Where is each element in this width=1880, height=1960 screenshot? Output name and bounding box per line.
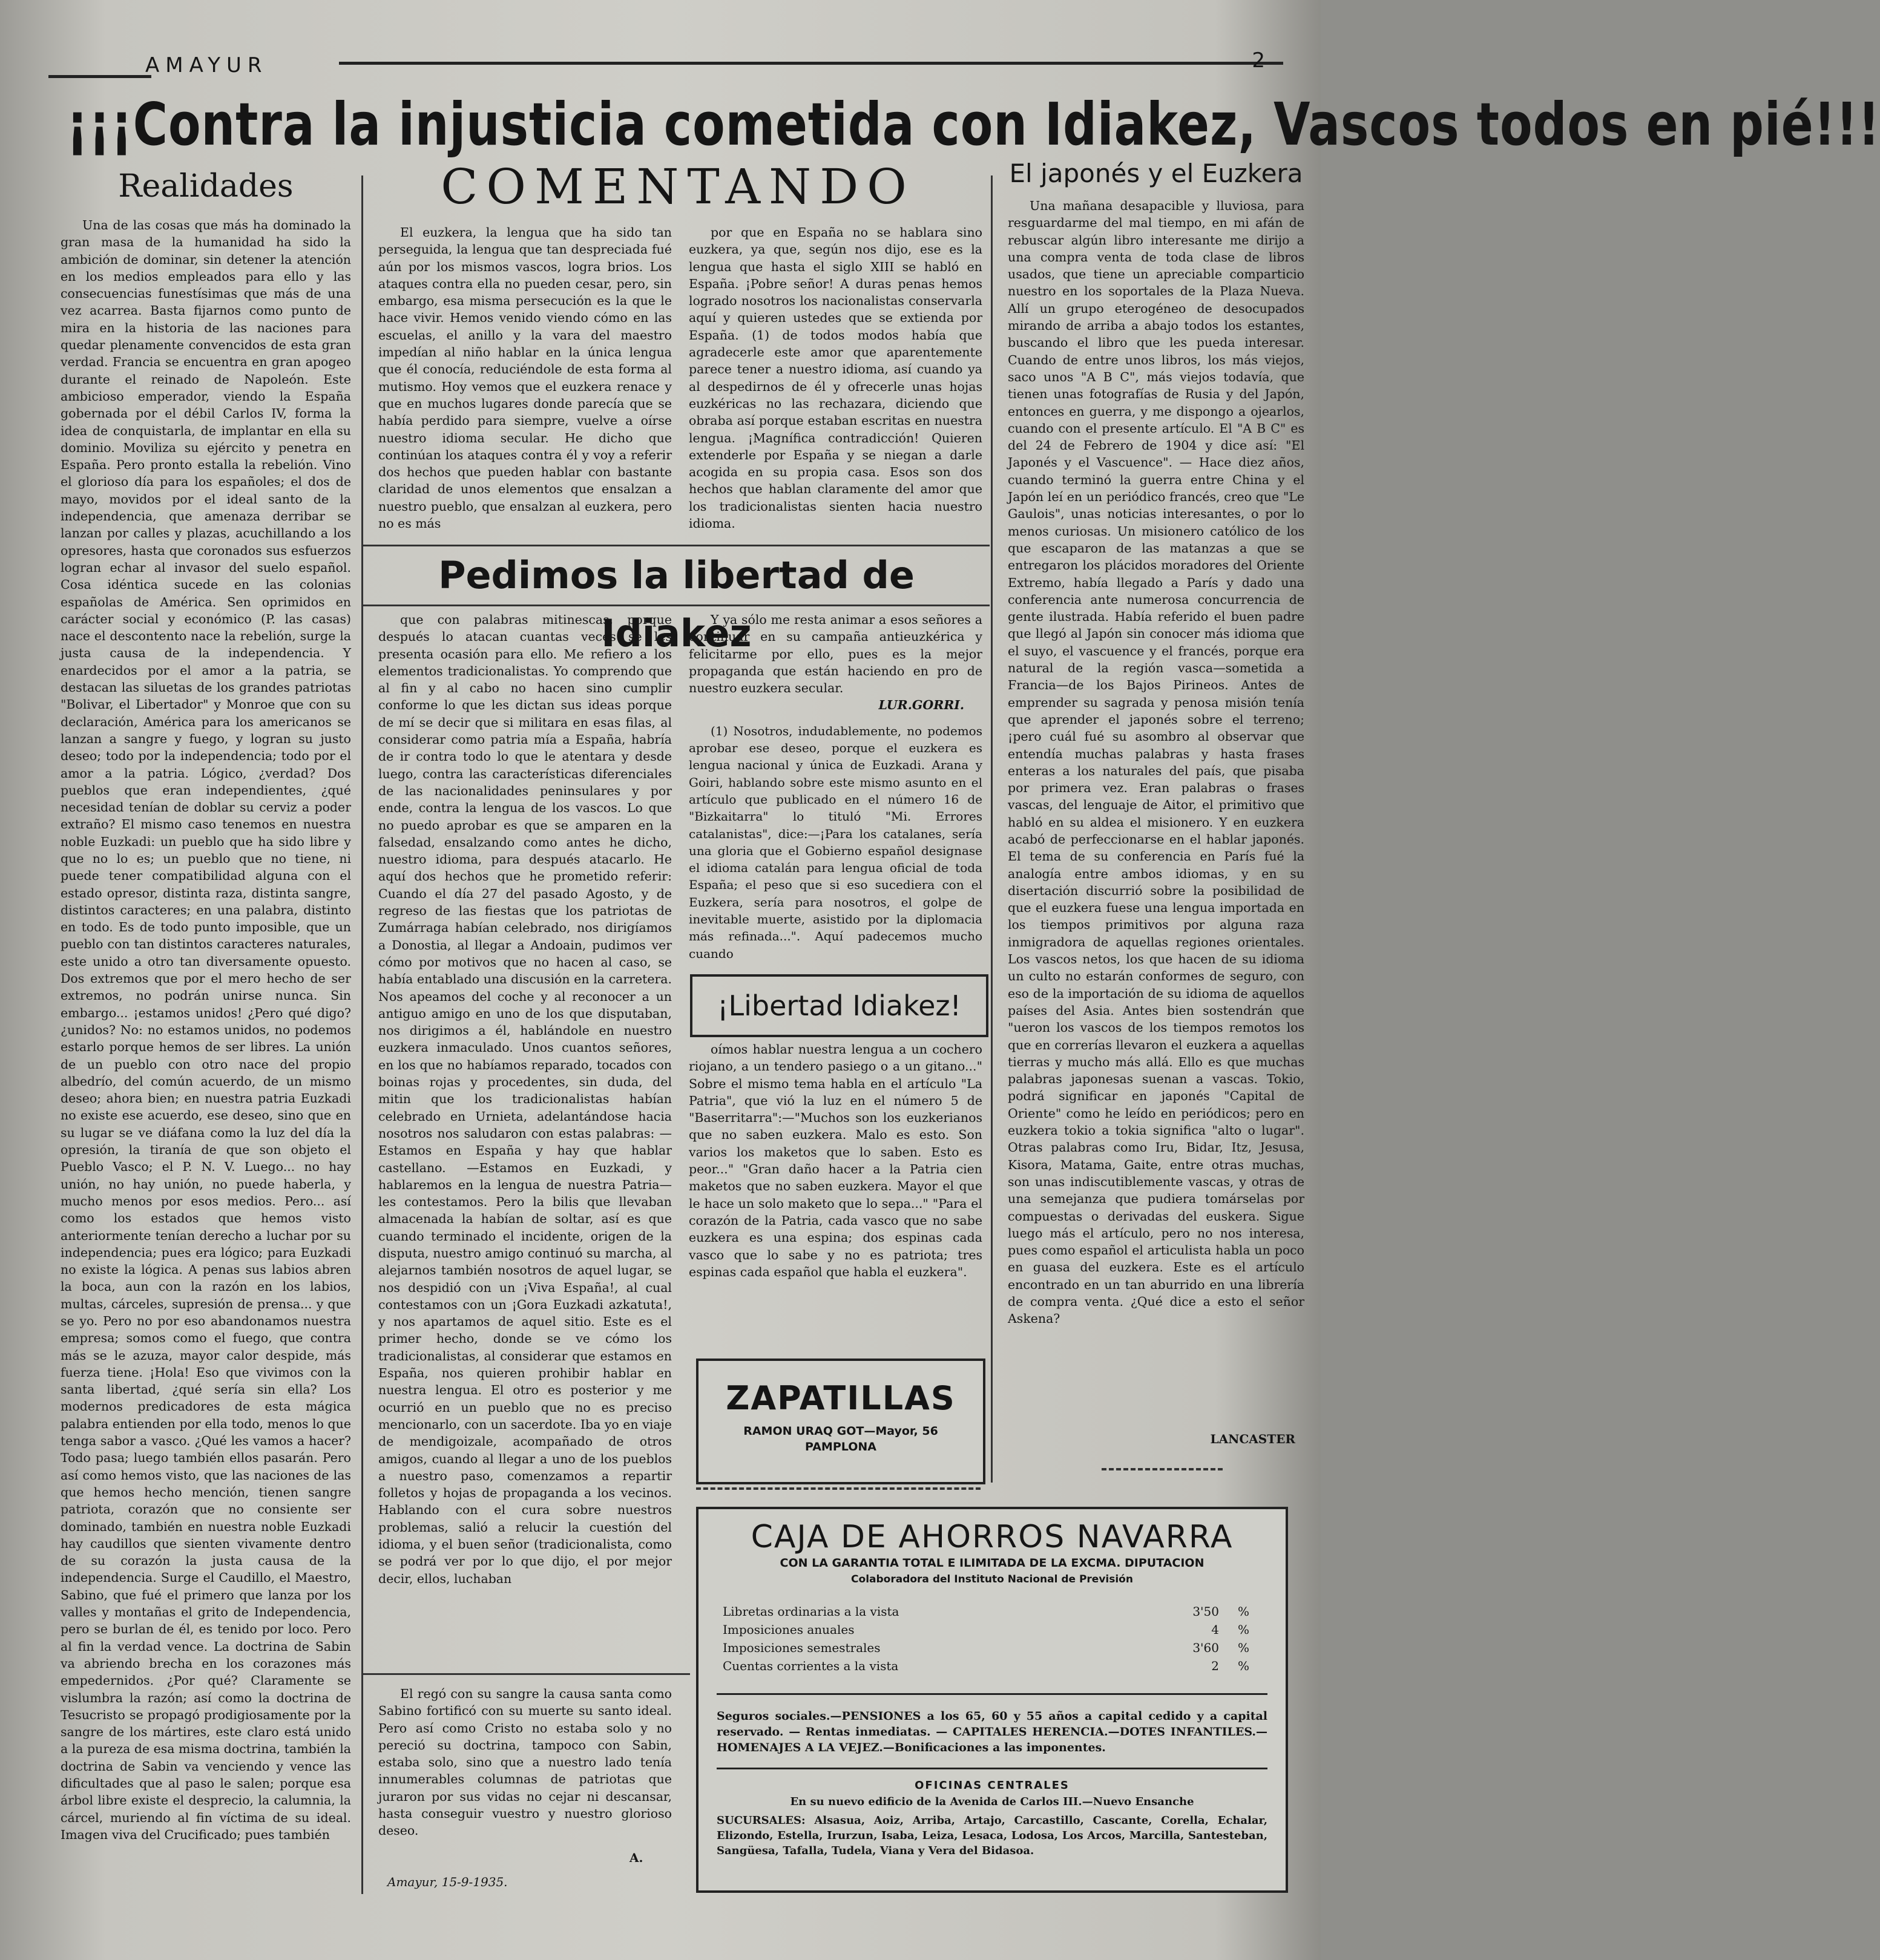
japones-title: El japonés y el Euzkera [1009,159,1303,188]
zapatillas-city: PAMPLONA [805,1440,876,1454]
rate-row [723,1621,1249,1639]
column-rule [991,175,993,1483]
sabino-signature: A. [629,1850,643,1865]
pedimos-text-1: que con palabras mitinescas, porque después lo atacan cuantas veces se les presenta ocasión para ello. Me refiero a los elementos tradicionalistas. Yo comprendo que al fin y al cabo no hacen sino cumplir conforme lo que les dictan sus ideas porque de mí se decir que si militara en esas filas, al considerar como patria mía a España, habría de ir contra todo lo que le atentara y desde luego, contra las características diferenciales de las nacionalidades peninsulares y por ende, contra la lengua de los vascos. Lo que no puedo aprobar es que se amparen en la falsedad, ensalzando como antes he dicho, nuestro idioma, para después atacarlo. He aquí dos hechos que he prometido referir: Cuando el día 27 del pasado Agosto, y de regreso de las fiestas que los patriotas de Zumárraga habían celebrado, nos dirigíamos a Donostia, al llegar a Andoain, pudimos ver cómo por motivos que no hacen al caso, se había entablado una discusión en la carretera. Nos apeamos del coche y al reconocer a un antiguo amigo en uno de los que disputaban, nos dirigimos a él, hablándole en nuestro euzkera inmaculado. Unos cuantos señores, en los que no habíamos reparado, tocados con boinas rojas y procedentes, sin duda, del mitin que los tradicionalistas habían celebrado en Urnieta, adelantándose hacia nosotros nos saludaron con estas palabras: —Estamos en España y hay que hablar castellano. —Estamos en Euzkadi, y hablaremos en la lengua de nuestra Patria—les contestamos. Pero la bilis que llevaban almacenada la habían de soltar, así es que cuando terminado el incidente, origen de la disputa, nuestro amigo continuó su marcha, al alejarnos también nosotros de aquel lugar, se nos despidió con un ¡Viva España!, al cual contestamos con un ¡Gora Euzkadi azkatuta!, y nos apartamos de aquel sitio. Este es el primer hecho, donde se ve cómo los tradicionalistas, al considerar que estamos en España, nos quieren prohibir hablar en nuestra lengua. El otro es posterior y me ocurrió en un pueblo que no es preciso mencionarlo, con un sacerdote. Iba yo en viaje de mendigoizale, acompañado de otros amigos, cuando al llegar a uno de los pueblos a nuestro paso, comenzamos a repartir folletos y hojas de propaganda a los vecinos. Hablando con el cura sobre nuestros problemas, salió a relucir la cuestión del idioma, y el buen señor (tradicionalista, como se podrá ver por lo que dijo, el por mejor decir, ellos, luchaban [378,612,672,1586]
ornament-divider [696,1487,981,1490]
rate-label: Libretas ordinarias a la vista [723,1604,899,1619]
rate-value: 3'50 [1192,1604,1219,1619]
rate-value: 2 [1211,1659,1219,1673]
japones-text: Una mañana desapacible y lluviosa, para resguardarme del mal tiempo, en mi afán de rebuscar algún libro interesante me dirijo a una compra venta de toda clase de libros usados, que tiene un apreciable comparticio nuestro en los soportales de la Plaza Nueva. Allí un grupo eterogéneo de desocupados mirando de arriba a abajo todos los estantes, buscando el libro que les pueda interesar. Cuando de entre unos libros, los más viejos, saco unos "A B C", más viejos todavía, que tienen unas fotografías de Rusia y del Japón, entonces en guerra, y me dispongo a ojearlos, cuando con el presente artículo. El "A B C" es del 24 de Febrero de 1904 y dice así: "El Japonés y el Vascuence". — Hace diez años, cuando terminó la guerra entre China y el Japón leí en un periódico francés, creo que "Le Gaulois", unas noticias interesantes, o por lo menos curiosas. Un misionero católico de los que escaparon de las matanzas a que se entregaron los plácidos moradores del Oriente Extremo, había llegado a París y dado una conferencia ante numerosa concurrencia de gente ilustrada. Había referido el buen padre que llegó al Japón sin conocer más idioma que el suyo, el vascuence y el francés, porque era natural de la región vasca—sometida a Francia—de los Bajos Pirineos. Antes de emprender su sagrada y penosa misión tenía que aprender el japonés sobre el terreno; ¡pero cuál fué su asombro al observar que entendía muchas palabras y hasta frases enteras a los naturales del país, que pisaba por primera vez. Eran palabras o frases vascas, del lenguaje de Aitor, el primitivo que habló en su aldea el misionero. Y en euzkera acabó de perfeccionarse en el hablar japonés. El tema de su conferencia en París fué la analogía entre ambos idiomas, y en su disertación discurrió sobre la posibilidad de que el euzkera fuese una lengua importada en los tiempos primitivos por alguna raza inmigradora de aquellas regiones orientales. Los vascos netos, los que hacen de su idioma un culto no estarán conformes de seguro, con eso de la importación de su idioma de aquellos países del Asia. Antes bien sostendrán que "ueron los vascos de los tiempos remotos los que en correrías llevaron el euzkera a aquellas tierras y mucho más allá. Ello es que muchas palabras japonesas suenan a vascas. Tokio, podrá significar en japonés "Capital de Oriente" como he leído en periódicos; pero en euzkera tokio a tokia significa "alto o lugar". Otras palabras como Iru, Bidar, Itz, Jesusa, Kisora, Matama, Gaite, entre otras muchas, son unas indiscutiblemente vascas, y otras de una semejanza que pudiera tomárselas por compuestas o derivadas del euskera. Sigue luego más el artículo, pero no nos interesa, pues como español el articulista habla un poco en guasa del euzkera. Este es el artículo encontrado en un tan aburrido en una librería de compra venta. ¿Qué dice a esto el señor Askena? [1008,198,1304,1326]
pedimos-col-2 [689,611,982,968]
rate-row [723,1657,1249,1675]
caja-offices-title: OFICINAS CENTRALES [915,1779,1070,1792]
pedimos-footnote: (1) Nosotros, indudablemente, no podemos aprobar ese deseo, porque el euzkera es lengua nacional y única de Euzkadi. Arana y Goiri, hablando sobre este mismo asunto en el artículo que publicado en el número 16 de "Bizkaitarra" lo tituló "Mi. Errores catalanistas", dice:—¡Para los catalanes, sería una gloria que el Gobierno español designase el idioma catalán para lengua oficial de toda España; el peso que si eso sucediera con el Euzkera, sería para nosotros, el golpe de inevitable muerte, asistido por la diplomacia más refinada...". Aquí padecemos mucho cuando [689,723,982,961]
rate-row [723,1602,1249,1621]
caja-offices-address: En su nuevo edificio de la Avenida de Carlos III.—Nuevo Ensanche [790,1795,1194,1808]
rate-unit: % [1237,1640,1249,1655]
zapatillas-address: RAMON URAQ GOT—Mayor, 56 [743,1424,938,1438]
realidades-article [61,217,351,1887]
caja-rates-table [723,1602,1249,1675]
caja-ahorros-ad [696,1507,1288,1893]
caja-subtitle-2: Colaboradora del Instituto Nacional de Previsión [851,1573,1133,1585]
rate-unit: % [1237,1604,1249,1619]
rate-value: 4 [1211,1622,1219,1637]
rate-unit: % [1237,1659,1249,1673]
comentando-text-2: por que en España no se hablara sino euzkera, ya que, según nos dijo, ese es la lengua que hasta el siglo XIII se habló en España. ¡Pobre señor! A duras penas hemos logrado nosotros los nacionalistas conservarla aquí y quieren ustedes que se extienda por España. (1) de todos modos había que agradecerle este amor que aparentemente parece tener a nuestro idioma, así cuando ya al despedirnos de él y ofrecerle unas hojas euzkéricas no las rechazara, diciendo que obraba así porque estaban escritas en nuestra lengua. ¡Magnífica contradicción! Quieren extenderle por España y se niegan a darle acogida en su propia casa. Esos son dos hechos que hablan claramente del amor que los tradicionalistas sienten hacia nuestro idioma. [689,225,982,531]
japones-article [1008,197,1304,1426]
pedimos-headline: Pedimos la libertad de Idiakez [363,545,990,606]
comentando-col-2 [689,224,982,539]
rate-value: 3'60 [1192,1640,1219,1655]
zapatillas-title: ZAPATILLAS [726,1379,956,1417]
pedimos-col-1 [378,611,672,1685]
caja-subtitle: CON LA GARANTIA TOTAL E ILIMITADA DE LA EXCMA. DIPUTACION [780,1556,1205,1570]
caja-rule [717,1768,1267,1769]
caja-title: CAJA DE AHORROS NAVARRA [751,1519,1234,1555]
caja-rule [717,1693,1267,1695]
dateline: Amayur, 15-9-1935. [387,1875,508,1889]
page-number: 2 [1252,48,1265,73]
realidades-text: Una de las cosas que más ha dominado la gran masa de la humanidad ha sido la ambición de dominar, sin detener la atención en los medios empleados para ello y las consecuencias funestísimas que más de una vez acarrea. Basta fijarnos como punto de mira en la historia de las naciones para quedar plenamente convencidos de esta gran verdad. Francia se encuentra en gran apogeo durante el reinado de Napoleón. Este ambicioso emperador, viendo la España gobernada por el débil Carlos IV, forma la idea de conquistarla, de implantar en ella su dominio. Moviliza su ejército y penetra en España. Pero pronto estalla la rebelión. Vino el glorioso día para los españoles; el dos de mayo, movidos por el ideal santo de la independencia, que amenaza derribar se lanzan por calles y plazas, acuchillando a los opresores, hasta que coronados sus esfuerzos logran echar al invasor del suelo español. Cosa idéntica sucede en las colonias españolas de América. Sen oprimidos en carácter social y económico (P. las casas) nace el descontento nace la rebelión, surge la justa causa de la independencia. Y enardecidos por el amor a la patria, se destacan las siluetas de los grandes patriotas "Bolivar, el Libertador" y Monroe que con su declaración, América para los americanos se lanzan a sangre y fuego, y logran su justo deseo; todo por la independencia; todo por el amor a la patria. Lógico, ¿verdad? Dos pueblos que eran independientes, ¿qué necesidad tenían de doblar su cerviz a poder extraño? El mismo caso tenemos en nuestra noble Euzkadi: un pueblo que ha sido libre y que no lo es; un pueblo que no tiene, ni puede tener compatibilidad alguna con el estado opresor, distinta raza, distinta sangre, distintos caracteres; en una palabra, distinto en todo. Es de todo punto imposible, que un pueblo con tan distintos caracteres naturales, este unido a otro tan diversamente opuesto. Dos extremos que por el mero hecho de ser extremos, no podrán unirse nunca. Sin embargo... ¡estamos unidos! ¿Pero qué digo? ¿unidos? No: no estamos unidos, no podemos estarlo porque hemos de ser libres. La unión de un pueblo con otro nace del propio albedrío, del común acuerdo, de un mismo deseo; ahora bien; en nuestra patria Euzkadi no existe ese acuerdo, ese deseo, sino que en su lugar se ve diáfana como la luz del día la opresión, la tiranía de que son objeto el Pueblo Vasco; el P. N. V. Luego... no hay unión, no hay unión, no puede haberla, y mucho menos por esos medios. Pero... así como los estados que hemos visto anteriormente tenían derecho a luchar por su independencia; pues era lógico; para Euzkadi no existe la lógica. A penas sus labios abren la boca, aun con la razón en los labios, multas, cárceles, supresión de prensa... y que se yo. Pero no por eso abandonamos nuestra empresa; somos como el fuego, que contra más se le azuza, mayor calor despide, más fuerza tiene. ¡Hola! Eso que vivimos con la santa libertad, ¿qué sería sin ella? Los modernos predicadores de esta mágica palabra entienden por ella todo, menos lo que tenga sabor a vasco. ¿Qué les vamos a hacer? Todo pasa; luego también ellos pasarán. Pero así como hemos visto, que las naciones de las que hemos hecho mención, tienen sangre patriota, corazón que no consiente ser dominado, también en nuestra noble Euzkadi hay caudillos que sienten vivamente dentro de su corazón la justa causa de la independencia. Surge el Caudillo, el Maestro, Sabino, que fué el primero que lanza por los valles y montañas el grito de Independencia, pero se burlan de él, es tenido por loco. Pero al fin la verdad vence. La doctrina de Sabin va abriendo brecha en los corazones más empedernidos. ¿Por qué? Claramente se vislumbra la razón; así como la doctrina de Tesucristo se propagó prodigiosamente por la sangre de los mártires, este claro está unido a la pureza de esa misma doctrina, también la doctrina de Sabin va venciendo y vence las dificultades que al paso le salen; porque esa árbol libre existe el desprecio, la calumnia, la cárcel, muriendo al fin víctima de su ideal. Imagen viva del Crucificado; pues también [61,218,351,1842]
rate-label: Imposiciones anuales [723,1622,855,1637]
libertad-banner: ¡Libertad Idiakez! [690,974,988,1037]
japones-signature: LANCASTER [1210,1432,1295,1446]
page-header [48,48,1265,77]
pedimos-signature: LUR.GORRI. [878,698,964,713]
pedimos-text-2: Y ya sólo me resta animar a esos señores a continuar en su campaña antieuzkérica y felicitarme por ello, pues es la mejor propaganda que están haciendo en pro de nuestro euzkera secular. [689,612,982,696]
comentando-text-1: El euzkera, la lengua que ha sido tan perseguida, la lengua que tan despreciada fué aún por los mismos vascos, logra brios. Los ataques contra ella no pueden cesar, pero, sin embargo, esa misma persecución es la que le hace vivir. Hemos venido viendo cómo en las escuelas, el anillo y la vara del maestro impedían al niño hablar en la única lengua que él conocía, reduciéndole de esta forma al mutismo. Hoy vemos que el euzkera renace y que en muchos lugares donde parecía que se había perdido para siempre, vuelve a oírse nuestro idioma secular. He dicho que continúan los ataques contra él y voy a referir dos hechos que pueden hablar con bastante claridad de unos elementos que ensalzan a nuestro pueblo, que ensalzan al euzkera, pero no es más [378,225,672,531]
ornament-divider [1102,1468,1223,1470]
column-rule [361,175,363,1894]
rate-label: Imposiciones semestrales [723,1640,881,1655]
sabino-continuation [378,1685,672,1849]
newspaper-name: AMAYUR [145,53,268,77]
zapatillas-ad [696,1359,985,1484]
header-rule-left [48,75,151,78]
rate-label: Cuentas corrientes a la vista [723,1659,899,1673]
section-rule [363,1673,690,1675]
header-rule-right [339,62,1283,65]
main-headline: ¡¡¡Contra la injusticia cometida con Idiakez, Vascos todos en pié!!! [67,91,1880,159]
comentando-title: COMENTANDO [441,159,915,215]
realidades-title: Realidades [118,168,294,205]
rate-unit: % [1237,1622,1249,1637]
libertad-text: oímos hablar nuestra lengua a un cochero riojano, a un tendero pasiego o a un gitano..." Sobre el mismo tema habla en el artículo "La Patria", que vió la luz en el número 5 de "Baserritarra":—"Muchos son los euzkerianos que no saben euzkera. Malo es esto. Son varios los maketos que lo saben. Esto es peor..." "Gran daño hacer a la Patria cien maketos que no saben euzkera. Mayor el que le hace un solo maketo que lo sepa..." "Para el corazón de la Patria, cada vasco que no sabe euzkera es una espina; dos espinas cada vasco que lo sabe y no es patriota; tres espinas cada español que habla el euzkera". [689,1042,982,1279]
sabino-text: El regó con su sangre la causa santa como Sabino fortificó con su muerte su santo ideal. Pero así como Cristo no estaba solo y no pereció su doctrina, tampoco con Sabin, estaba solo, sino que a nuestro lado tenía innumerables columnas de patriotas que juraron por sus vidas no cejar ni descansar, hasta conseguir vuestro y nuestro glorioso deseo. [378,1686,672,1838]
caja-branches: SUCURSALES: Alsasua, Aoiz, Arriba, Artajo, Carcastillo, Cascante, Corella, Echalar, Elizondo, Estella, Irurzun, Isaba, Leiza, Lesaca, Lodosa, Los Arcos, Marcilla, Santesteban, Sangüesa, Tafalla, Tudela, Viana y Vera del Bidasoa. [717,1814,1267,1857]
rate-row [723,1639,1249,1657]
comentando-col-1 [378,224,672,539]
caja-services: Seguros sociales.—PENSIONES a los 65, 60 y 55 años a capital cedido y a capital reservado. — Rentas inmediatas. — CAPITALES HERENCIA.—DOTES INFANTILES.—HOMENAJES A LA VEJEZ.—Bonificaciones a las imponentes. [717,1709,1267,1754]
libertad-article [689,1041,982,1343]
